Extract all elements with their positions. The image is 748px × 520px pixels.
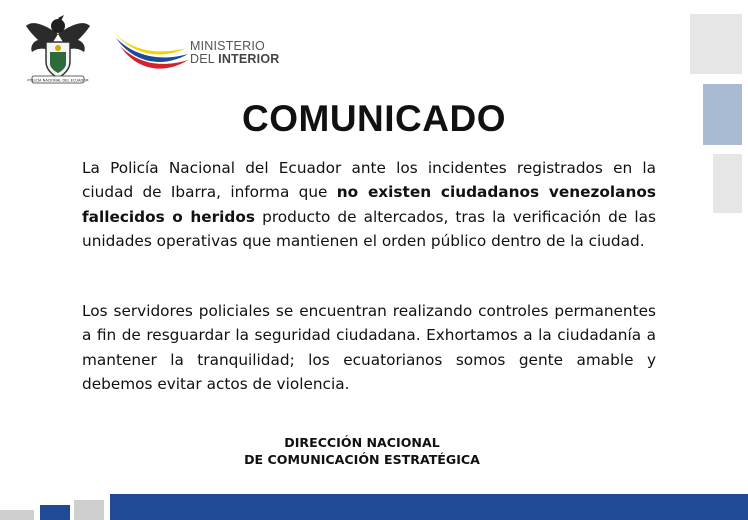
emphasis-text: no existen ciudadanos venezolanos fallecidos o heridos xyxy=(82,183,656,226)
footer-square-gray-2 xyxy=(74,500,104,520)
flag-swoosh-icon xyxy=(112,26,192,76)
signature-block xyxy=(0,434,724,468)
ministry-line2: DEL INTERIOR xyxy=(190,52,280,66)
paragraph-2: Los servidores policiales se encuentran realizando controles permanentes a fin de resguardar la seguridad ciudadana. Exhortamos a la ciudadanía a mantener la tranquilidad; los ecuatorianos somos gente amable y debemos evitar actos de violencia. xyxy=(82,302,656,393)
emblem-text: POLICÍA NACIONAL DEL ECUADOR xyxy=(27,78,89,83)
decorative-square-gray xyxy=(690,14,742,74)
ministry-line1: MINISTERIO xyxy=(190,39,265,53)
signature-line-1: DIRECCIÓN NACIONAL xyxy=(284,435,440,450)
footer-square-blue xyxy=(40,505,70,520)
paragraph-1: La Policía Nacional del Ecuador ante los incidentes registrados en la ciudad de Ibarra, informa que no existen ciudadanos venezolanos fallecidos o heridos producto de altercados, tras la verificación de las unidades operativas que mantienen el orden público dentro de la ciudad. xyxy=(82,159,656,250)
document-title: COMUNICADO xyxy=(242,98,506,139)
decorative-square-gray-small xyxy=(713,154,742,213)
footer-bar xyxy=(110,494,748,520)
ministry-logo xyxy=(112,26,292,76)
footer-square-gray xyxy=(0,510,34,520)
signature-line-2: DE COMUNICACIÓN ESTRATÉGICA xyxy=(244,452,480,467)
eagle-shield-icon xyxy=(24,12,92,84)
police-emblem-logo xyxy=(24,12,92,84)
